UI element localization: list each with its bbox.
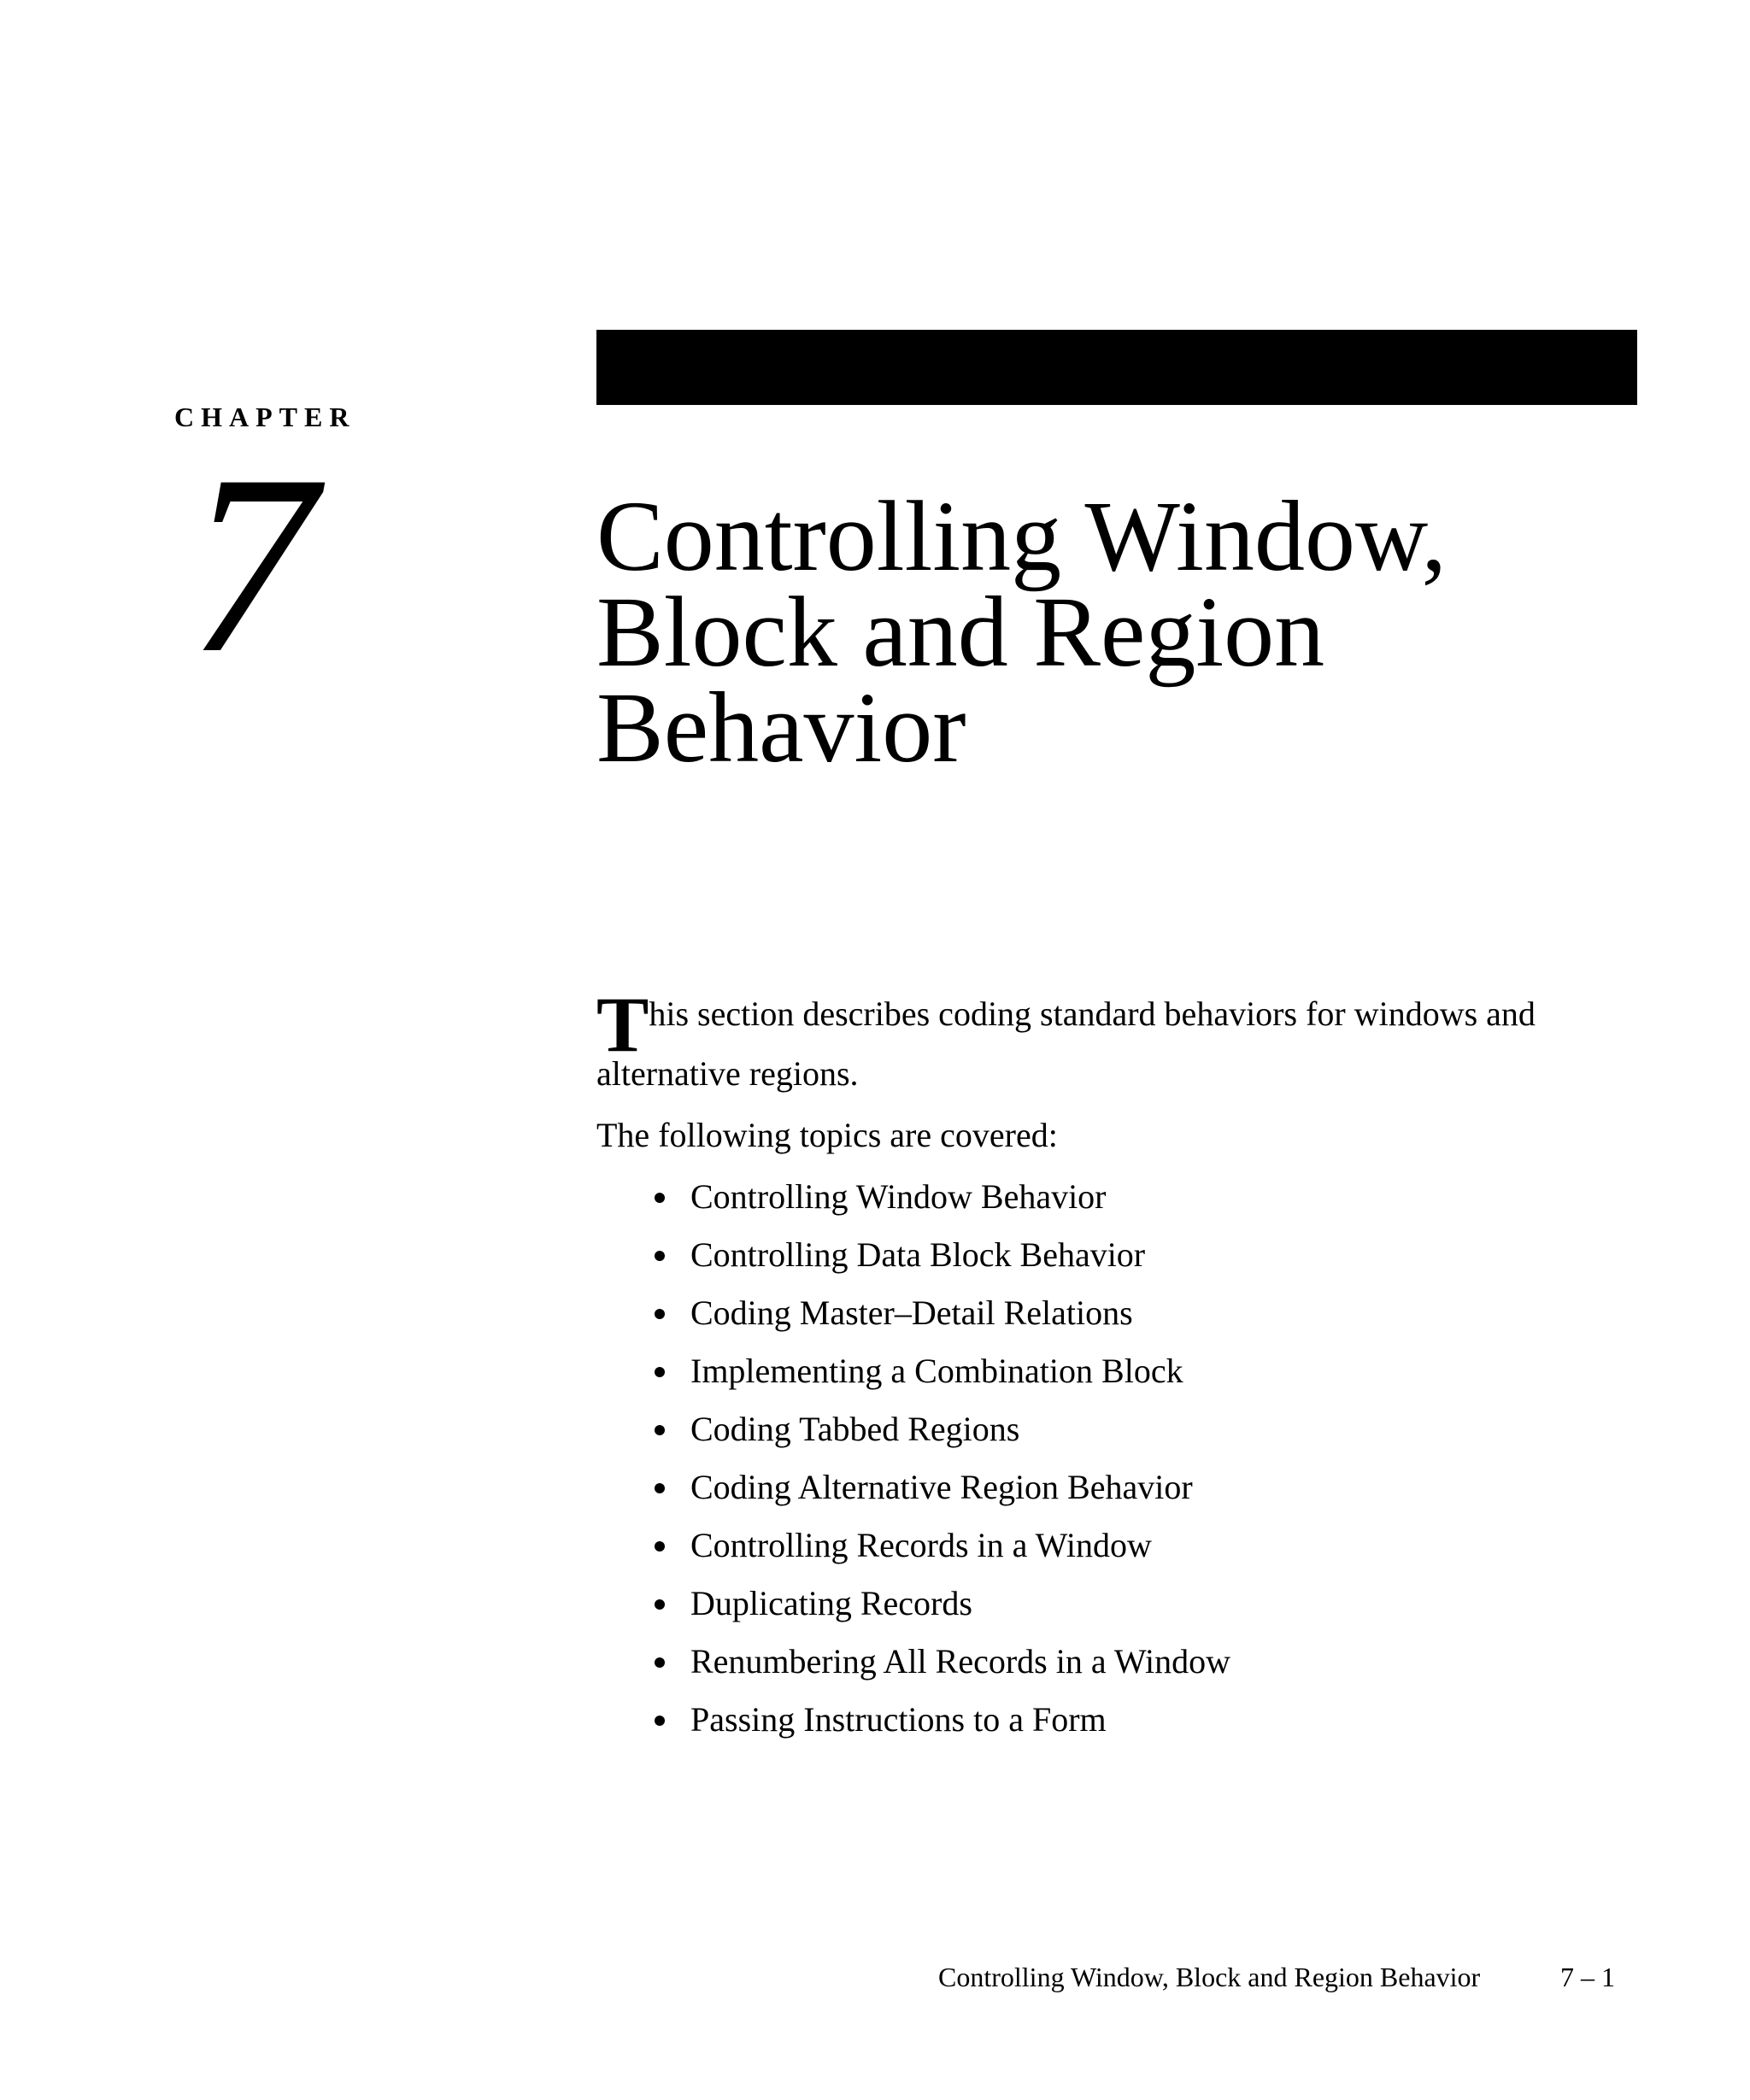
list-item <box>690 1468 1230 1507</box>
list-item <box>690 1352 1230 1391</box>
bullet-icon <box>655 1367 665 1377</box>
chapter-title-line-2: Block and Region <box>596 576 1325 688</box>
topic-label: Passing Instructions to a Form <box>690 1700 1107 1739</box>
bullet-icon <box>655 1541 665 1552</box>
topic-label: Renumbering All Records in a Window <box>690 1642 1231 1681</box>
bullet-icon <box>655 1483 665 1493</box>
list-item <box>690 1235 1230 1275</box>
topic-label: Controlling Window Behavior <box>690 1177 1107 1216</box>
topic-label: Implementing a Combination Block <box>690 1352 1183 1390</box>
topic-label: Controlling Data Block Behavior <box>690 1235 1146 1274</box>
bullet-icon <box>655 1425 665 1435</box>
list-item <box>690 1410 1230 1449</box>
topic-label: Coding Master–Detail Relations <box>690 1293 1133 1332</box>
bullet-icon <box>655 1309 665 1319</box>
topic-label: Controlling Records in a Window <box>690 1526 1152 1564</box>
chapter-label: CHAPTER <box>174 402 356 432</box>
list-item <box>690 1177 1230 1217</box>
list-item <box>690 1642 1230 1681</box>
chapter-title-line-3: Behavior <box>596 672 966 783</box>
topic-label: Duplicating Records <box>690 1584 972 1622</box>
chapter-title <box>596 480 1656 783</box>
chapter-number: 7 <box>188 422 316 706</box>
chapter-header-bar <box>596 330 1637 405</box>
footer-title: Controlling Window, Block and Region Behavior <box>938 1962 1481 1992</box>
bullet-icon <box>655 1193 665 1203</box>
chapter-title-line-1: Controlling Window, <box>596 480 1447 592</box>
topic-label: Coding Tabbed Regions <box>690 1410 1020 1448</box>
topics-intro: The following topics are covered: <box>596 1116 1058 1154</box>
bullet-icon <box>655 1251 665 1261</box>
drop-cap: T <box>596 981 649 1068</box>
topics-list <box>690 1177 1230 1758</box>
intro-paragraph <box>596 981 1639 1094</box>
page-number: 7 – 1 <box>1560 1962 1615 1992</box>
bullet-icon <box>655 1657 665 1668</box>
list-item <box>690 1700 1230 1739</box>
topic-label: Coding Alternative Region Behavior <box>690 1468 1193 1506</box>
bullet-icon <box>655 1716 665 1726</box>
list-item <box>690 1526 1230 1565</box>
list-item <box>690 1584 1230 1623</box>
intro-text: his section describes coding standard behaviors for windows and alternative regions. <box>596 994 1536 1093</box>
list-item <box>690 1293 1230 1333</box>
bullet-icon <box>655 1599 665 1610</box>
